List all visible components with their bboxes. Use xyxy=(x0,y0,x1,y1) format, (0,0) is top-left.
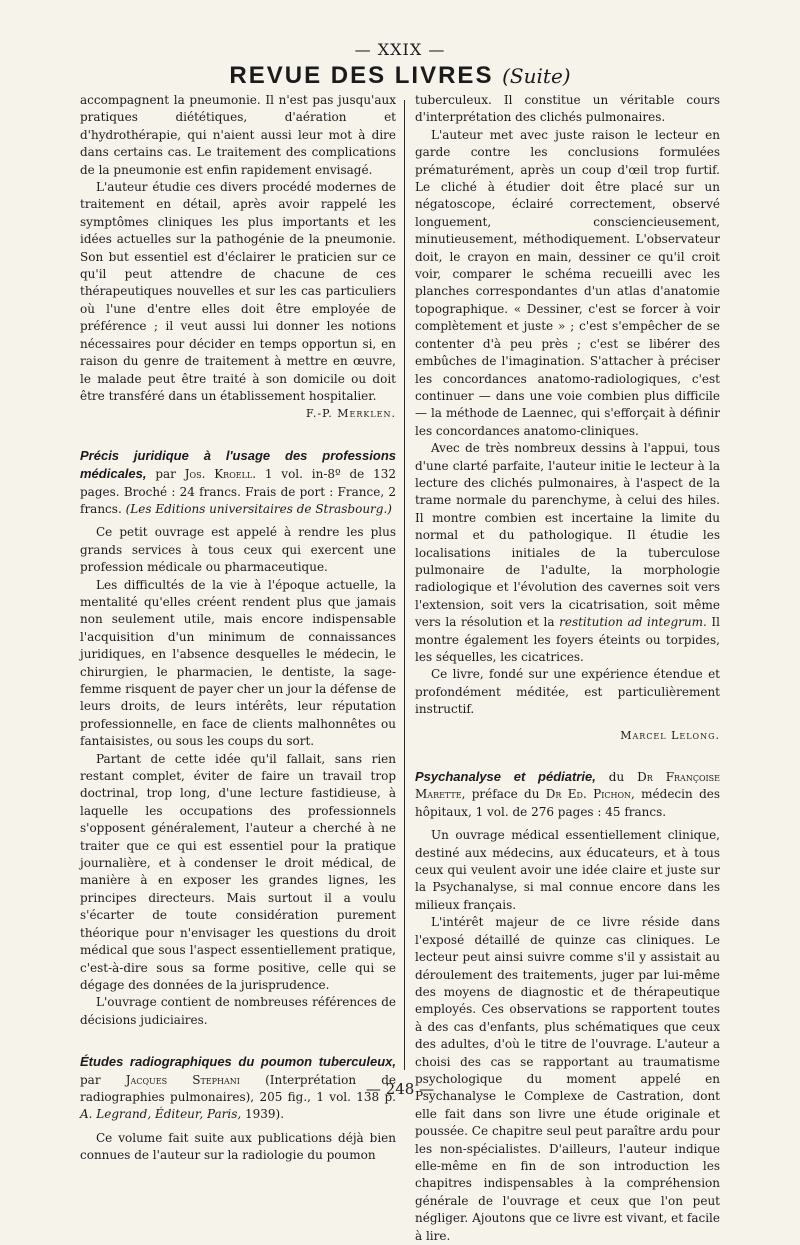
paragraph: tuberculeux. Il constitue un véritable cours d'interprétation des clichés pulmonaires. xyxy=(415,93,720,125)
paragraph: Un ouvrage médical essentiellement clinique, destiné aux médecins, aux éducateurs, et à tous ceux qui veulent avoir une idée claire et juste sur la Psychanalyse, si mal connue encore dans les milieux français. xyxy=(415,828,720,912)
book-publisher: A. Legrand, Éditeur, Paris, xyxy=(80,1107,242,1122)
section-title xyxy=(0,62,800,90)
paragraph: Partant de cette idée qu'il fallait, sans rien restant complet, éviter de faire un travail trop doctrinal, trop long, d'une lecture fastidieuse, à laquelle les occupations des professionnels s'opposent généralement, l'auteur a cherché à ne traiter que ce qui est essentiel pour la pratique journalière, et à condenser le droit médical, de manière à en exposer les grandes lignes, les principes directeurs. Mais surtout il a voulu s'écarter de toute considération purement théorique pour n'envisager les questions du droit médical que sous l'aspect essentiellement pratique, c'est-à-dire sous sa forme positive, celle qui se dégage des données de la jurisprudence. xyxy=(80,751,396,992)
signature-lelong: Marcel Lelong. xyxy=(620,728,720,742)
book-author: Dr Françoise Marette, xyxy=(415,770,720,802)
section-title-suite: (Suite) xyxy=(502,64,571,88)
book-author: Jacques Stephani xyxy=(125,1072,240,1087)
paragraph: L'auteur étudie ces divers procédé modernes de traitement en détail, après avoir rappelé les symptômes cliniques les plus importants et les idées actuelles sur la pathogénie de la pneumonie. Son but essentiel est d'éclairer le praticien sur ce qu'il peut attendre de chacune de ces thérapeutiques nouvelles et sur les cas particuliers où l'une d'entre elles doit être employée de préférence ; il veut aussi lui donner les notions nécessaires pour décider en temps opportun si, en raison du genre de traitement à mettre en œuvre, le malade peut être traité à son domicile ou doit être transféré dans un établissement hospitalier. xyxy=(80,180,396,403)
book-title: Précis juridique à l'usage des professions médicales, xyxy=(80,447,396,482)
review-heading-psychanalyse: Psychanalyse et pédiatrie, du Dr Françoise Marette, préface du Dr Ed. Pichon, médecin des hôpitaux, 1 vol. de 276 pages : 45 francs. xyxy=(415,769,721,819)
left-column xyxy=(80,92,396,1165)
book-author: Jos. Kroell. xyxy=(184,467,257,482)
preface-author: Dr Ed. Pichon, xyxy=(545,787,635,802)
paragraph: L'auteur met avec juste raison le lecteur en garde contre les conclusions formulées prématurément, après un coup d'œil trop furtif. Le cliché à étudier doit être placé sur un négatoscope, éclairé correctement, observé longuement, consciencieusement, minutieusement, méthodiquement. L'observateur doit, le crayon en main, dessiner ce qu'il croit voir, comparer le schéma recueilli avec les planches correspondantes d'un atlas d'anatomie topographique. « Dessiner, c'est se forcer à voir complètement et juste » ; c'est s'empêcher de se contenter d'à peu près ; c'est se libérer des embûches de l'imagination. S'attacher à préciser les concordances anatomo-radiologiques, c'est continuer — dans une voie combien plus difficile — la méthode de Laennec, qui s'efforçait à définir les concordances anatomo-cliniques. xyxy=(415,127,720,438)
roman-numeral-header: — XXIX — xyxy=(354,40,446,59)
book-title: Psychanalyse et pédiatrie, xyxy=(415,769,596,785)
book-title: Études radiographiques du poumon tuberculeux, xyxy=(80,1054,396,1070)
paragraph: L'intérêt majeur de ce livre réside dans l'exposé détaillé de quinze cas cliniques. Le lecteur peut ainsi suivre comme s'il y assistait au déroulement des traitements, juger par lui-même des moyens de diagnostic et de thérapeutique employés. Ces observations se rapportent toutes à des cas d'enfants, plus schématiques que ceux des adultes, d'où le titre de l'ouvrage. L'auteur a choisi des cas se rapportant au traumatisme psychologique du moment appelé en Psychanalyse le Complexe de Castration, dont elle fait dans son livre une étude originale et poussée. Ce chapitre seul peut paraître ardu pour les non-spécialistes. D'ailleurs, l'auteur indique elle-même en fin de son introduction les chapitres indispensables à la compréhension générale de l'ouvrage et ceux que l'on peut négliger. Ajoutons que ce livre est vivant, et facile à lire. xyxy=(415,915,720,1243)
signature-merklen: F.-P. Merklen. xyxy=(305,407,396,421)
column-divider xyxy=(404,100,405,1070)
review-heading-precis: Précis juridique à l'usage des professions médicales, par Jos. Kroell. 1 vol. in-8º de 132 pages. Broché : 24 francs. Frais de port : France, 2 francs. (Les Editions universitaires de Strasbourg.) xyxy=(80,447,396,516)
right-column xyxy=(415,92,720,1245)
paragraph: L'ouvrage contient de nombreuses références de décisions judiciaires. xyxy=(80,995,396,1027)
paragraph: Ce petit ouvrage est appelé à rendre les plus grands services à tous ceux qui exercent une profession médicale ou pharmaceutique. xyxy=(80,525,396,575)
book-publisher: (Les Editions universitaires de Strasbourg.) xyxy=(125,501,392,516)
latin-phrase: restitution ad integrum. xyxy=(559,615,707,630)
paragraph: Ce livre, fondé sur une expérience étendue et profondément méditée, est particulièrement instructif. xyxy=(415,667,720,717)
paragraph: Ce volume fait suite aux publications déjà bien connues de l'auteur sur la radiologie du poumon xyxy=(80,1130,396,1163)
paragraph: accompagnent la pneumonie. Il n'est pas jusqu'aux pratiques diététiques, d'aération et d'hydrothérapie, qui n'aient aussi leur mot à dire dans certains cas. Le traitement des complications de la pneumonie est enfin rapidement envisagé. xyxy=(80,93,396,177)
section-title-text: REVUE DES LIVRES xyxy=(229,62,494,89)
review-heading-etudes: Études radiographiques du poumon tuberculeux, par Jacques Stephani (Interprétation de radiographies pulmonaires), 205 fig., 1 vol. 138 p. A. Legrand, Éditeur, Paris, 1939). xyxy=(80,1054,396,1122)
paragraph: Les difficultés de la vie à l'époque actuelle, la mentalité qu'elles créent rendent plus que jamais non seulement utile, mais encore indispensable l'acquisition d'un minimum de connaissances juridiques, en l'absence desquelles le médecin, le chirurgien, le pharmacien, le dentiste, la sage-femme risquent de payer cher un jour la défense de leurs droits, de leurs intérêts, leur réputation professionnelle, en face de clients malhonnêtes ou fantaisistes, ou sous les coups du sort. xyxy=(80,577,397,749)
paragraph: Avec de très nombreux dessins à l'appui, tous d'une clarté parfaite, l'auteur initie le lecteur à la lecture des clichés pulmonaires, à l'aspect de la trame normale du parenchyme, à celui des hiles. Il montre combien est incertaine la limite du normal et du pathologique. Il étudie les localisations initiales de la tuberculose pulmonaire de l'adulte, la morphologie radiologique et l'évolution des cavernes soit vers l'extension, soit vers la cicatrisation, soit même vers la résolution et la restitution ad integrum. Il montre également les foyers éteints ou torpides, les séquelles, les cicatrices. xyxy=(415,441,720,664)
page-number: — 248 — xyxy=(365,1080,435,1098)
